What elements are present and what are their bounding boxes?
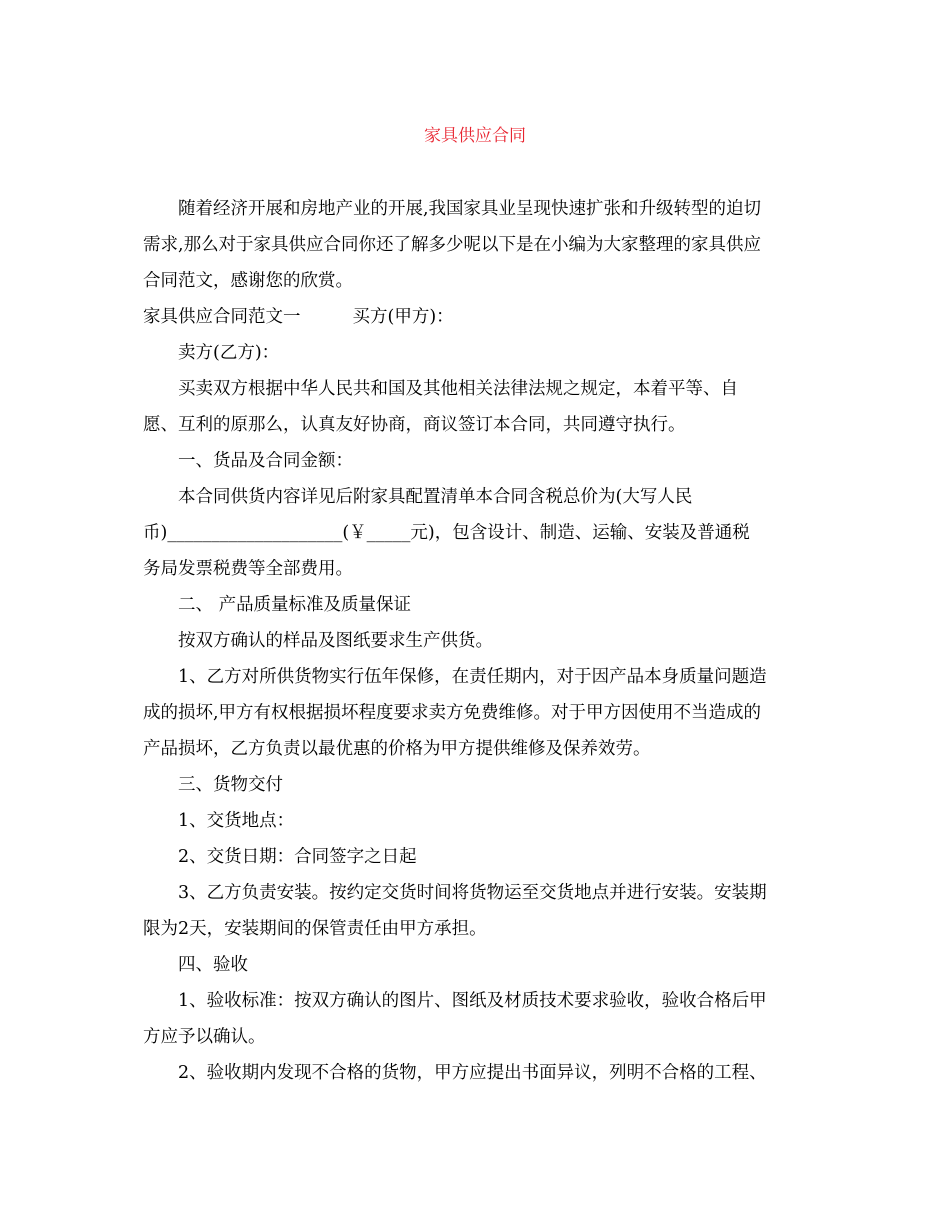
paragraph-line: 成的损坏,甲方有权根据损坏程度要求卖方免费维修。对于甲方因使用不当造成的 xyxy=(143,703,762,723)
paragraph-line: 务局发票税费等全部费用。 xyxy=(143,559,353,579)
paragraph-line: 限为2天，安装期间的保管责任由甲方承担。 xyxy=(143,919,487,939)
paragraph-line: 1、乙方对所供货物实行伍年保修，在责任期内，对于因产品本身质量问题造 xyxy=(178,667,767,687)
section-heading: 一、货品及合同金额： xyxy=(178,451,353,471)
paragraph-line: 币)____________________(￥_____元)，包含设计、制造、运输、安装及普通税 xyxy=(143,523,750,543)
paragraph-line: 买卖双方根据中华人民共和国及其他相关法律法规之规定，本着平等、自 xyxy=(178,379,738,399)
paragraph-line: 愿、互利的原那么，认真友好协商，商议签订本合同，共同遵守执行。 xyxy=(143,415,686,435)
document-title: 家具供应合同 xyxy=(424,126,526,146)
paragraph-line: 合同范文，感谢您的欣赏。 xyxy=(143,271,353,291)
paragraph-line: 3、乙方负责安装。按约定交货时间将货物运至交货地点并进行安装。安装期 xyxy=(178,883,767,903)
contract-sample-heading: 家具供应合同范文一 xyxy=(143,307,301,327)
section-heading-line xyxy=(143,305,454,329)
paragraph-line: 按双方确认的样品及图纸要求生产供货。 xyxy=(178,631,493,651)
paragraph-line: 2、交货日期：合同签字之日起 xyxy=(178,847,417,867)
seller-label: 卖方(乙方)： xyxy=(178,343,280,363)
buyer-label: 买方(甲方)： xyxy=(352,307,454,327)
paragraph-line: 随着经济开展和房地产业的开展,我国家具业呈现快速扩张和升级转型的迫切 xyxy=(178,199,762,219)
paragraph-line: 本合同供货内容详见后附家具配置清单本合同含税总价为(大写人民 xyxy=(178,487,693,507)
section-heading: 二、 产品质量标准及质量保证 xyxy=(178,595,412,615)
paragraph-line: 1、交货地点： xyxy=(178,811,295,831)
paragraph-line: 产品损坏，乙方负责以最优惠的价格为甲方提供维修及保养效劳。 xyxy=(143,739,651,759)
section-heading: 三、货物交付 xyxy=(178,775,283,795)
paragraph-line: 1、验收标准：按双方确认的图片、图纸及材质技术要求验收，验收合格后甲 xyxy=(178,991,767,1011)
paragraph-line: 2、验收期内发现不合格的货物，甲方应提出书面异议，列明不合格的工程、 xyxy=(178,1063,767,1083)
paragraph-line: 方应予以确认。 xyxy=(143,1027,266,1047)
section-heading: 四、验收 xyxy=(178,955,248,975)
paragraph-line: 需求,那么对于家具供应合同你还了解多少呢以下是在小编为大家整理的家具供应 xyxy=(143,235,762,255)
